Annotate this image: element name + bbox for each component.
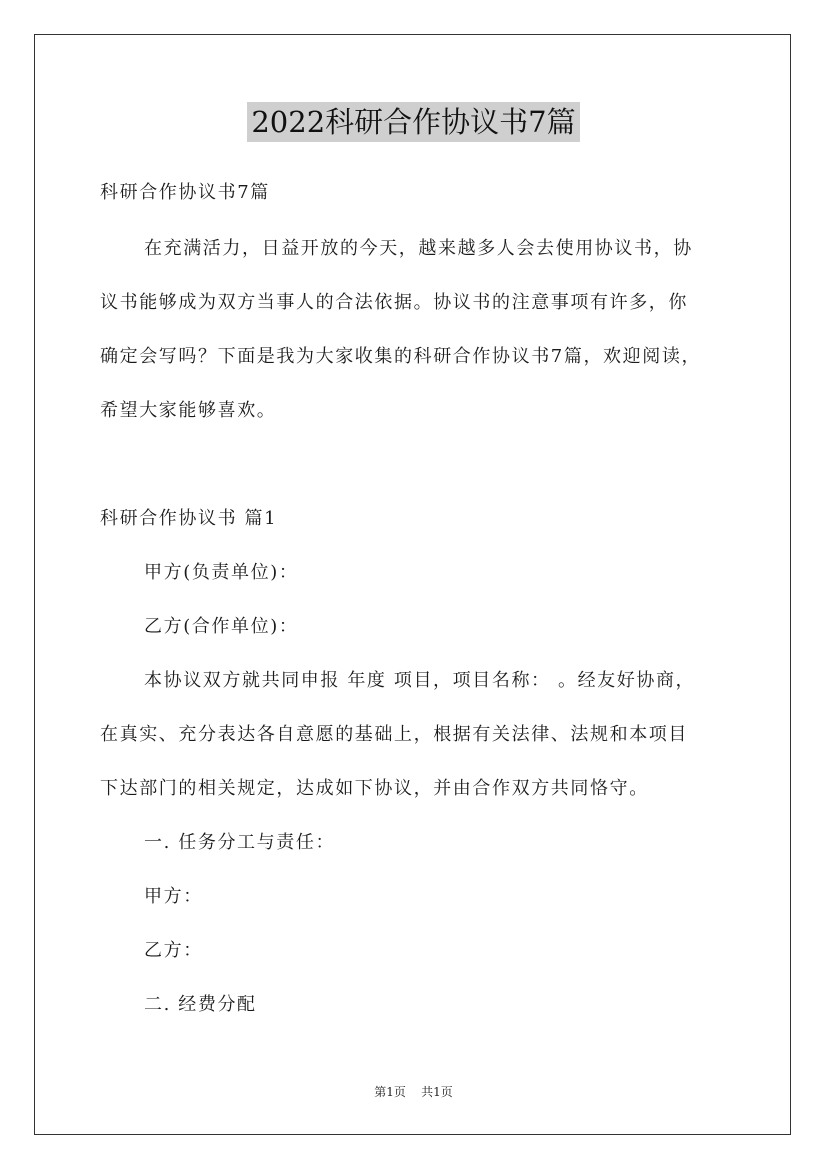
section-heading: 科研合作协议书 篇1	[100, 508, 278, 529]
party-a-line: 甲方(负责单位)：	[144, 562, 299, 583]
party-b-line: 乙方(合作单位)：	[144, 616, 299, 637]
party-a-duty-line: 甲方：	[144, 886, 203, 907]
intro-paragraph-line: 议书能够成为双方当事人的合法依据。协议书的注意事项有许多，你	[100, 292, 688, 313]
intro-paragraph-line: 确定会写吗？下面是我为大家收集的科研合作协议书7篇，欢迎阅读，	[100, 346, 702, 367]
clause-heading: 二. 经费分配	[144, 994, 257, 1015]
intro-paragraph-line: 希望大家能够喜欢。	[100, 400, 277, 421]
document-title: 2022科研合作协议书7篇	[247, 102, 579, 142]
subtitle: 科研合作协议书7篇	[100, 182, 270, 203]
page-total: 共1页	[421, 1085, 453, 1099]
agreement-paragraph-line: 下达部门的相关规定，达成如下协议，并由合作双方共同恪守。	[100, 778, 649, 799]
agreement-paragraph-line: 在真实、充分表达各自意愿的基础上，根据有关法律、法规和本项目	[100, 724, 688, 745]
document-title-wrap	[0, 102, 827, 142]
clause-heading: 一. 任务分工与责任：	[144, 832, 336, 853]
page-number: 第1页	[374, 1085, 406, 1099]
page-footer	[0, 1083, 827, 1100]
agreement-paragraph-line: 本协议双方就共同申报 年度 项目，项目名称： 。经友好协商，	[144, 670, 696, 691]
intro-paragraph-line: 在充满活力，日益开放的今天，越来越多人会去使用协议书，协	[144, 238, 693, 259]
party-b-duty-line: 乙方：	[144, 940, 203, 961]
